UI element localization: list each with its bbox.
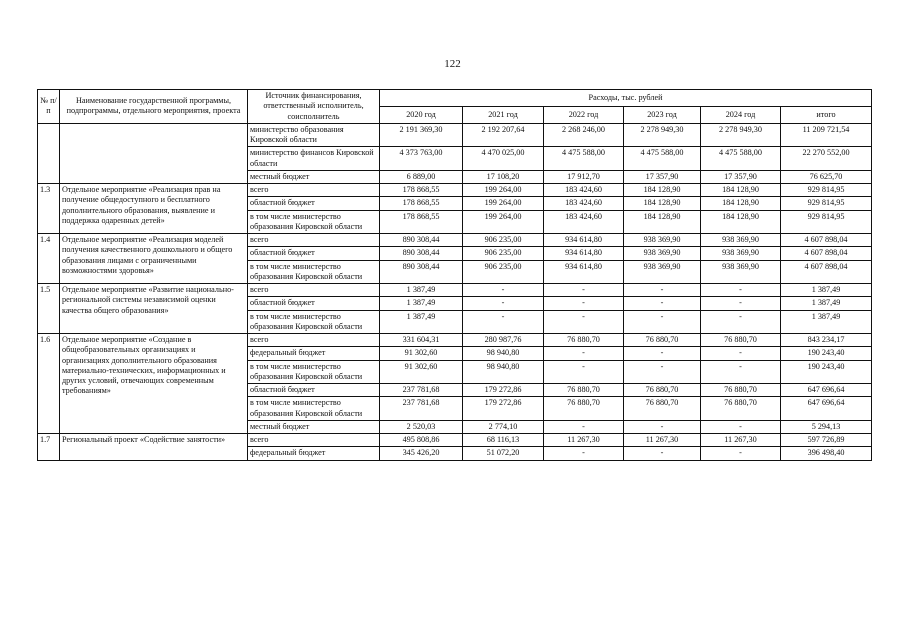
amount-total: 647 696,64 <box>781 397 872 421</box>
amount-cell: 938 369,90 <box>624 247 701 260</box>
amount-cell: 331 604,31 <box>380 334 463 347</box>
amount-total: 22 270 552,00 <box>781 147 872 171</box>
amount-cell: 184 128,90 <box>701 197 781 210</box>
program-name <box>60 123 248 183</box>
amount-cell: 1 387,49 <box>380 284 463 297</box>
amount-cell: 4 475 588,00 <box>544 147 624 171</box>
funding-source: федеральный бюджет <box>248 447 380 460</box>
amount-cell: - <box>624 360 701 384</box>
amount-cell: - <box>701 284 781 297</box>
funding-source: всего <box>248 434 380 447</box>
funding-source: в том числе министерство образования Кировской области <box>248 260 380 284</box>
amount-total: 1 387,49 <box>781 297 872 310</box>
amount-total: 647 696,64 <box>781 384 872 397</box>
table-row <box>38 434 872 447</box>
amount-cell: 2 278 949,30 <box>624 123 701 147</box>
amount-cell: 11 267,30 <box>544 434 624 447</box>
amount-cell: 6 889,00 <box>380 170 463 183</box>
amount-cell: 91 302,60 <box>380 347 463 360</box>
amount-cell: - <box>544 310 624 334</box>
funding-source: всего <box>248 334 380 347</box>
amount-cell: 237 781,68 <box>380 397 463 421</box>
amount-cell: 890 308,44 <box>380 260 463 284</box>
amount-cell: 906 235,00 <box>463 247 544 260</box>
amount-cell: 199 264,00 <box>463 210 544 234</box>
amount-total: 11 209 721,54 <box>781 123 872 147</box>
amount-cell: 17 912,70 <box>544 170 624 183</box>
amount-cell: - <box>544 420 624 433</box>
amount-cell: 17 108,20 <box>463 170 544 183</box>
amount-total: 597 726,89 <box>781 434 872 447</box>
header-num: № п/п <box>38 90 60 124</box>
amount-cell: 76 880,70 <box>701 384 781 397</box>
amount-cell: - <box>624 297 701 310</box>
amount-cell: - <box>624 347 701 360</box>
amount-total: 843 234,17 <box>781 334 872 347</box>
amount-cell: 199 264,00 <box>463 184 544 197</box>
funding-source: областной бюджет <box>248 384 380 397</box>
amount-cell: 2 278 949,30 <box>701 123 781 147</box>
header-year-2023: 2023 год <box>624 106 701 123</box>
budget-table <box>37 89 872 461</box>
amount-total: 190 243,40 <box>781 360 872 384</box>
amount-total: 4 607 898,04 <box>781 234 872 247</box>
amount-cell: - <box>624 447 701 460</box>
amount-cell: 76 880,70 <box>701 397 781 421</box>
amount-cell: 91 302,60 <box>380 360 463 384</box>
amount-cell: 938 369,90 <box>624 234 701 247</box>
amount-cell: - <box>544 297 624 310</box>
row-number: 1.3 <box>38 184 60 234</box>
funding-source: всего <box>248 184 380 197</box>
amount-cell: 280 987,76 <box>463 334 544 347</box>
header-year-2020: 2020 год <box>380 106 463 123</box>
header-source: Источник финансирования, ответственный исполнитель, соисполнитель <box>248 90 380 124</box>
amount-total: 76 625,70 <box>781 170 872 183</box>
table-row <box>38 184 872 197</box>
header-year-2024: 2024 год <box>701 106 781 123</box>
funding-source: всего <box>248 284 380 297</box>
funding-source: всего <box>248 234 380 247</box>
amount-cell: 76 880,70 <box>624 384 701 397</box>
amount-cell: 495 808,86 <box>380 434 463 447</box>
amount-total: 190 243,40 <box>781 347 872 360</box>
amount-cell: 184 128,90 <box>624 184 701 197</box>
amount-total: 4 607 898,04 <box>781 247 872 260</box>
amount-cell: - <box>463 284 544 297</box>
funding-source: областной бюджет <box>248 247 380 260</box>
amount-cell: 938 369,90 <box>701 234 781 247</box>
amount-cell: 4 373 763,00 <box>380 147 463 171</box>
header-year-2022: 2022 год <box>544 106 624 123</box>
amount-cell: 184 128,90 <box>624 197 701 210</box>
amount-cell: 934 614,80 <box>544 234 624 247</box>
row-number: 1.7 <box>38 434 60 461</box>
amount-total: 1 387,49 <box>781 284 872 297</box>
amount-cell: 183 424,60 <box>544 197 624 210</box>
amount-cell: 184 128,90 <box>624 210 701 234</box>
amount-cell: 2 520,03 <box>380 420 463 433</box>
program-name: Отдельное мероприятие «Развитие национально-региональной системы независимой оценки качества общего образования» <box>60 284 248 334</box>
program-name: Отдельное мероприятие «Реализация моделей получения качественного дошкольного и общего образования лицами с ограниченными возможностями здоровья» <box>60 234 248 284</box>
amount-cell: - <box>701 310 781 334</box>
amount-cell: - <box>624 284 701 297</box>
amount-cell: 183 424,60 <box>544 210 624 234</box>
amount-cell: - <box>701 347 781 360</box>
amount-total: 929 814,95 <box>781 184 872 197</box>
amount-cell: 98 940,80 <box>463 360 544 384</box>
amount-cell: 68 116,13 <box>463 434 544 447</box>
funding-source: в том числе министерство образования Кировской области <box>248 397 380 421</box>
amount-cell: - <box>463 297 544 310</box>
amount-cell: 11 267,30 <box>701 434 781 447</box>
table-row <box>38 334 872 347</box>
program-name: Отдельное мероприятие «Создание в общеобразовательных организациях и организациях дополнительного образования материально-технических, информационных и других условий, отвечающих современным требованиям» <box>60 334 248 434</box>
amount-cell: 1 387,49 <box>380 310 463 334</box>
amount-cell: - <box>463 310 544 334</box>
amount-cell: - <box>701 447 781 460</box>
amount-cell: - <box>544 347 624 360</box>
funding-source: в том числе министерство образования Кировской области <box>248 310 380 334</box>
row-number: 1.6 <box>38 334 60 434</box>
amount-cell: 76 880,70 <box>624 397 701 421</box>
amount-total: 929 814,95 <box>781 197 872 210</box>
amount-cell: 237 781,68 <box>380 384 463 397</box>
amount-cell: 2 774,10 <box>463 420 544 433</box>
program-name: Региональный проект «Содействие занятости» <box>60 434 248 461</box>
amount-cell: - <box>544 360 624 384</box>
amount-cell: 98 940,80 <box>463 347 544 360</box>
amount-cell: 76 880,70 <box>544 334 624 347</box>
table-row <box>38 284 872 297</box>
amount-cell: 183 424,60 <box>544 184 624 197</box>
page-number: 122 <box>444 58 461 70</box>
funding-source: областной бюджет <box>248 297 380 310</box>
amount-cell: 179 272,86 <box>463 384 544 397</box>
amount-total: 5 294,13 <box>781 420 872 433</box>
amount-cell: 938 369,90 <box>701 247 781 260</box>
amount-cell: - <box>544 447 624 460</box>
row-number <box>38 123 60 183</box>
amount-cell: 178 868,55 <box>380 197 463 210</box>
amount-cell: 4 470 025,00 <box>463 147 544 171</box>
amount-cell: 906 235,00 <box>463 260 544 284</box>
funding-source: областной бюджет <box>248 197 380 210</box>
amount-cell: 179 272,86 <box>463 397 544 421</box>
funding-source: местный бюджет <box>248 170 380 183</box>
amount-cell: - <box>544 284 624 297</box>
amount-cell: - <box>701 420 781 433</box>
program-name: Отдельное мероприятие «Реализация прав на получение общедоступного и бесплатного дополнительного образования, выявление и поддержка одаренных детей» <box>60 184 248 234</box>
table-row <box>38 234 872 247</box>
amount-total: 4 607 898,04 <box>781 260 872 284</box>
amount-cell: 906 235,00 <box>463 234 544 247</box>
row-number: 1.5 <box>38 284 60 334</box>
amount-cell: 11 267,30 <box>624 434 701 447</box>
amount-cell: 184 128,90 <box>701 184 781 197</box>
amount-cell: 76 880,70 <box>701 334 781 347</box>
amount-cell: - <box>701 297 781 310</box>
amount-cell: 2 191 369,30 <box>380 123 463 147</box>
header-name: Наименование государственной программы, подпрограммы, отдельного мероприятия, проекта <box>60 90 248 124</box>
amount-cell: 2 268 246,00 <box>544 123 624 147</box>
funding-source: федеральный бюджет <box>248 347 380 360</box>
amount-cell: 178 868,55 <box>380 184 463 197</box>
amount-cell: 890 308,44 <box>380 247 463 260</box>
row-number: 1.4 <box>38 234 60 284</box>
amount-cell: 934 614,80 <box>544 260 624 284</box>
amount-total: 1 387,49 <box>781 310 872 334</box>
amount-cell: 938 369,90 <box>624 260 701 284</box>
amount-cell: 76 880,70 <box>544 397 624 421</box>
amount-cell: 76 880,70 <box>624 334 701 347</box>
table-body <box>38 123 872 460</box>
funding-source: местный бюджет <box>248 420 380 433</box>
amount-cell: 51 072,20 <box>463 447 544 460</box>
header-year-2021: 2021 год <box>463 106 544 123</box>
amount-cell: 178 868,55 <box>380 210 463 234</box>
funding-source: в том числе министерство образования Кировской области <box>248 360 380 384</box>
amount-cell: 345 426,20 <box>380 447 463 460</box>
amount-cell: 4 475 588,00 <box>624 147 701 171</box>
amount-cell: 184 128,90 <box>701 210 781 234</box>
amount-cell: - <box>624 310 701 334</box>
funding-source: в том числе министерство образования Кировской области <box>248 210 380 234</box>
header-expenses: Расходы, тыс. рублей <box>380 90 872 107</box>
header-row-1 <box>38 90 872 107</box>
amount-cell: 199 264,00 <box>463 197 544 210</box>
amount-cell: 17 357,90 <box>624 170 701 183</box>
amount-cell: 890 308,44 <box>380 234 463 247</box>
amount-total: 929 814,95 <box>781 210 872 234</box>
amount-cell: - <box>624 420 701 433</box>
funding-source: министерство образования Кировской области <box>248 123 380 147</box>
amount-cell: 934 614,80 <box>544 247 624 260</box>
table-row <box>38 123 872 147</box>
amount-cell: 1 387,49 <box>380 297 463 310</box>
amount-total: 396 498,40 <box>781 447 872 460</box>
header-total: итого <box>781 106 872 123</box>
amount-cell: 4 475 588,00 <box>701 147 781 171</box>
amount-cell: - <box>701 360 781 384</box>
amount-cell: 938 369,90 <box>701 260 781 284</box>
amount-cell: 2 192 207,64 <box>463 123 544 147</box>
funding-source: министерство финансов Кировской области <box>248 147 380 171</box>
amount-cell: 17 357,90 <box>701 170 781 183</box>
amount-cell: 76 880,70 <box>544 384 624 397</box>
